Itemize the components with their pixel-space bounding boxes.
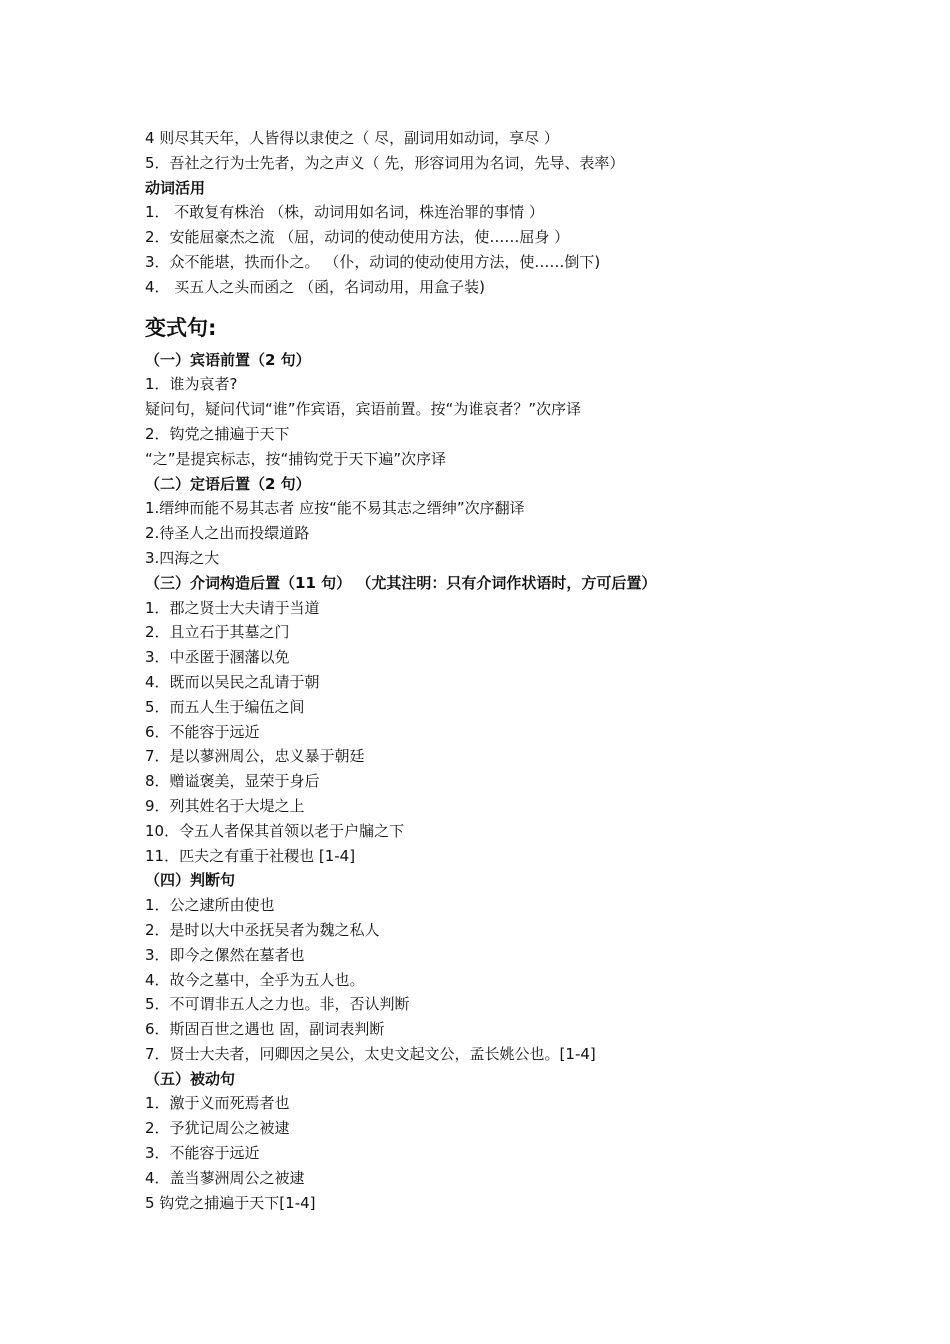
text-line: 11．匹夫之有重于社稷也 [1-4] [145, 846, 356, 865]
section-title-judgment-sentences: （四）判断句 [145, 871, 236, 890]
main-heading: 变式句: [145, 315, 217, 340]
text-line: 3．众不能堪，抶而仆之。 （仆，动词的使动使用方法，使……倒下) [145, 252, 601, 271]
text-line: 3.四海之大 [145, 548, 220, 567]
text-line: 3．不能容于远近 [145, 1144, 260, 1163]
text-line: 3．中丞匿于溷藩以免 [145, 648, 290, 667]
text-line: 1．激于义而死焉者也 [145, 1094, 290, 1113]
document-page [145, 126, 905, 1215]
text-line: 2．安能屈豪杰之流 （屈，动词的使动使用方法，使……屈身 ） [145, 228, 570, 247]
text-line: 9．列其姓名于大堤之上 [145, 796, 305, 815]
text-line: 4 则尽其天年，人皆得以隶使之（ 尽，副词用如动词，享尽 ） [145, 129, 559, 147]
text-line: 8．赠谥褒美，显荣于身后 [145, 772, 320, 791]
text-line: 5．不可谓非五人之力也。非，否认判断 [145, 995, 410, 1014]
section-title-verb-usage: 动词活用 [145, 178, 206, 197]
section-title-prepositional-postposing: （三）介词构造后置（11 句） （尤其注明：只有介词作状语时，方可后置） [145, 573, 657, 592]
text-line: 2．予犹记周公之被逮 [145, 1119, 290, 1138]
section-title-passive-sentences: （五）被动句 [145, 1069, 236, 1088]
text-line: 2.待圣人之出而投缳道路 [145, 524, 310, 543]
text-line: 4．故今之墓中，全乎为五人也。 [145, 970, 365, 989]
text-line: 1．谁为哀者? [145, 375, 238, 394]
section-title-attributive-postposing: （二）定语后置（2 句） [145, 474, 311, 493]
text-line: 4．盖当蓼洲周公之被逮 [145, 1168, 305, 1187]
text-line: 7．贤士大夫者，冋卿因之吴公，太史文起文公，孟长姚公也。[1-4] [145, 1044, 596, 1063]
text-line: 1． 不敢复有株治 （株，动词用如名词，株连治罪的事情 ） [145, 203, 544, 222]
text-line: 2．是时以大中丞抚吴者为魏之私人 [145, 920, 380, 939]
section-title-object-preposing: （一）宾语前置（2 句） [145, 350, 311, 369]
text-line: 10．令五人者保其首领以老于户牖之下 [145, 821, 405, 840]
text-line: 3．即今之傫然在墓者也 [145, 945, 305, 964]
text-line: “之”是提宾标志，按“捕钩党于天下遍”次序译 [145, 449, 447, 468]
text-line: 7．是以蓼洲周公，忠义暴于朝廷 [145, 747, 365, 766]
text-line: 5 钩党之捕遍于天下[1-4] [145, 1193, 316, 1212]
text-line: 2．钩党之捕遍于天下 [145, 424, 290, 443]
text-line: 2．且立石于其墓之门 [145, 623, 290, 642]
text-line: 1．公之逮所由使也 [145, 896, 275, 915]
text-line: 4． 买五人之头而函之 （函，名词动用，用盒子装) [145, 277, 485, 296]
text-line: 1.缙绅而能不易其志者 应按“能不易其志之缙绅”次序翻译 [145, 499, 525, 518]
text-line: 4．既而以吴民之乱请于朝 [145, 672, 320, 691]
text-line: 6．斯固百世之遇也 固，副词表判断 [145, 1020, 385, 1039]
text-line: 疑问句，疑问代词“谁”作宾语，宾语前置。按“为谁哀者？”次序译 [145, 400, 582, 419]
text-line: 5．吾社之行为士先者，为之声义（ 先，形容词用为名词，先导、表率） [145, 153, 625, 172]
text-line: 5．而五人生于编伍之间 [145, 697, 305, 716]
text-line: 6．不能容于远近 [145, 722, 260, 741]
text-line: 1．郡之贤士大夫请于当道 [145, 598, 320, 617]
